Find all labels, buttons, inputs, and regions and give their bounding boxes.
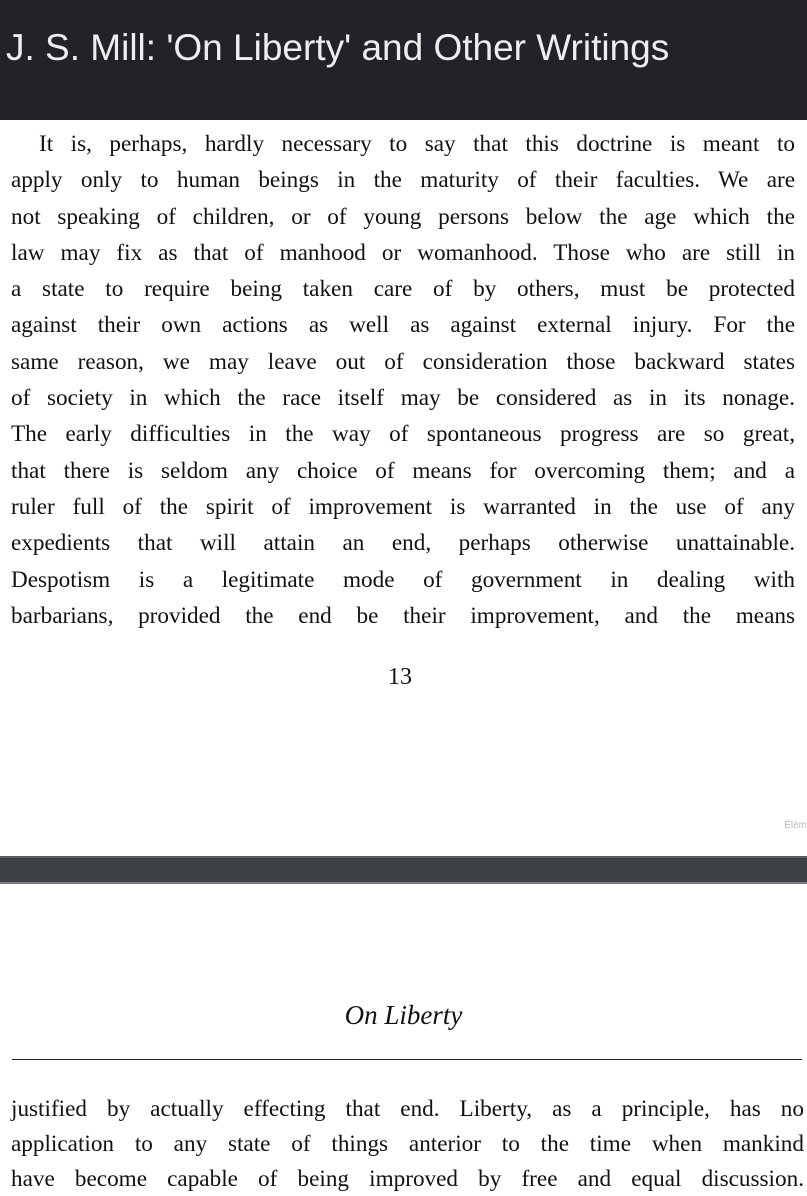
text-line: against their own actions as well as against external injury. For the — [11, 312, 795, 339]
text-line: not speaking of children, or of young persons below the age which the — [11, 203, 795, 230]
text-line: expedients that will attain an end, perhaps otherwise unattainable. — [11, 530, 795, 557]
text-line: Despotism is a legitimate mode of government in dealing with — [11, 566, 795, 593]
page-number: 13 — [388, 664, 412, 690]
text-line: It is, perhaps, hardly necessary to say that this doctrine is meant to — [39, 131, 795, 157]
book-title-bar — [0, 0, 807, 120]
text-line: have become capable of being improved by free and equal discussion. — [11, 1165, 804, 1192]
text-line: law may fix as that of manhood or womanhood. Those who are still in — [11, 239, 795, 266]
watermark-text: Élém — [784, 820, 807, 831]
book-title: J. S. Mill: 'On Liberty' and Other Writings — [6, 27, 670, 68]
text-line: same reason, we may leave out of consideration those backward states — [11, 348, 795, 375]
text-line: a state to require being taken care of by others, must be protected — [11, 276, 795, 303]
running-head: On Liberty — [344, 1000, 463, 1030]
text-line: The early difficulties in the way of spontaneous progress are so great, — [11, 421, 795, 448]
text-line: of society in which the race itself may be considered as in its nonage. — [11, 385, 795, 412]
page-13-body-text — [11, 126, 795, 634]
text-line: application to any state of things anterior to the time when mankind — [11, 1130, 804, 1157]
text-line: justified by actually effecting that end. Liberty, as a principle, has no — [11, 1096, 804, 1122]
text-line: ruler full of the spirit of improvement is warranted in the use of any — [11, 493, 795, 520]
page-14-body-text — [11, 1092, 804, 1196]
text-line: that there is seldom any choice of means for overcoming them; and a — [11, 457, 795, 484]
text-line: barbarians, provided the end be their improvement, and the means — [11, 602, 795, 629]
text-line: apply only to human beings in the maturity of their faculties. We are — [11, 167, 795, 194]
page-separator — [0, 856, 807, 884]
running-head-rule — [12, 1059, 802, 1060]
